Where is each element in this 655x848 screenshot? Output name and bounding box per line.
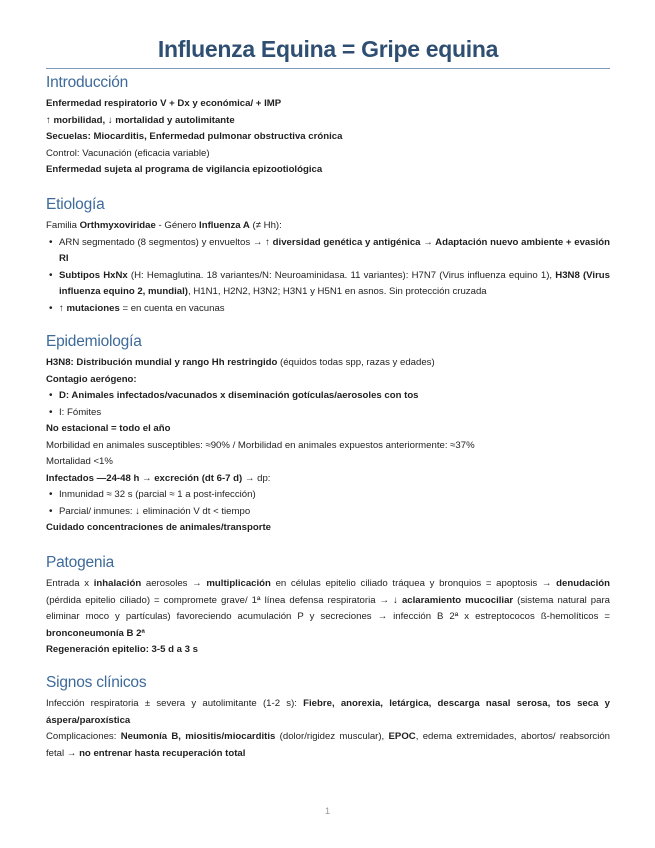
epi-line: No estacional = todo el año (46, 423, 171, 434)
heading-signos-clinicos: Signos clínicos (46, 674, 147, 691)
epi-line: Cuidado concentraciones de animales/transporte (46, 522, 271, 533)
list-item: • Subtipos HxNx (H: Hemaglutina. 18 variantes/N: Neuroaminidasa. 11 variantes): H7N7 (Virus influenza equino 1), H3N8 (Virus influenza equino 2, mundial), H1N1, H2N2, H3N2; H3N1 y H5N1 en asnos. Sin protección cruzada (59, 268, 610, 301)
intro-line: ↑ morbilidad, ↓ mortalidad y autolimitante (46, 114, 235, 126)
section-etiologia (46, 196, 610, 317)
epi-line: Infectados —24-48 h → excreción (dt 6-7 d) → dp: (46, 472, 271, 484)
etio-family: Familia Orthmyxoviridae - Género Influenza A (≠ Hh): (46, 220, 282, 231)
epi-line: H3N8: Distribución mundial y rango Hh restringido (équidos todas spp, razas y edades) (46, 357, 435, 368)
intro-line: Enfermedad respiratorio V + Dx y económica/ + IMP (46, 98, 282, 109)
pato-paragraph: Entrada x inhalación aerosoles → multiplicación en células epitelio ciliado tráquea y bronquios = apoptosis → denudación (pérdida epitelio ciliado) = compromete grave/ 1ª línea defensa respiratoria → ↓ aclaramiento mucociliar (sistema natural para eliminar moco y partículas) favoreciendo acumulación P y secreciones → infección B 2ª x estreptococos ß-hemolíticos = bronconeumonía B 2ª (46, 578, 611, 639)
etio-list (46, 235, 610, 318)
section-patogenia (46, 554, 610, 659)
list-item: • D: Animales infectados/vacunados x diseminación gotículas/aerosoles con tos (59, 388, 610, 405)
section-epidemiologia (46, 333, 610, 537)
epi-list-infectados (46, 487, 610, 520)
list-item: • I: Fómites (59, 405, 610, 422)
epi-line: Mortalidad <1% (46, 456, 113, 467)
epi-line: Morbilidad en animales susceptibles: ≈90% / Morbilidad en animales expuestos anteriormente: ≈37% (46, 439, 475, 451)
intro-line: Control: Vacunación (eficacia variable) (46, 147, 210, 159)
intro-line: Enfermedad sujeta al programa de vigilancia epizootiológica (46, 164, 323, 175)
page-number: 1 (324, 806, 331, 817)
section-signos-clinicos (46, 674, 610, 762)
epi-line: Contagio aerógeno: (46, 373, 137, 385)
section-introduccion (46, 74, 610, 179)
document-page (46, 36, 611, 759)
heading-etiologia: Etiología (46, 196, 105, 213)
heading-introduccion: Introducción (46, 74, 129, 91)
heading-patogenia: Patogenia (46, 554, 115, 571)
list-item: • Parcial/ inmunes: ↓ eliminación V dt < tiempo (59, 504, 610, 521)
list-item: • ARN segmentado (8 segmentos) y envueltos → ↑ diversidad genética y antigénica → Adaptación nuevo ambiente + evasión RI (59, 235, 610, 268)
pato-line: Regeneración epitelio: 3-5 d a 3 s (46, 644, 198, 655)
heading-epidemiologia: Epidemiología (46, 333, 142, 350)
signos-paragraph: Complicaciones: Neumonía B, miositis/miocarditis (dolor/rigidez muscular), EPOC, edema extremidades, abortos/ reabsorción fetal → no entrenar hasta recuperación total (46, 731, 610, 759)
epi-list-contagio (46, 388, 610, 421)
intro-line: Secuelas: Miocarditis, Enfermedad pulmonar obstructiva crónica (46, 131, 343, 142)
signos-paragraph: Infección respiratoria ± severa y autolimitante (1-2 s): Fiebre, anorexia, letárgica, descarga nasal serosa, tos seca y áspera/paroxística (46, 698, 610, 726)
page-title: Influenza Equina = Gripe equina (46, 36, 610, 69)
list-item: • Inmunidad ≈ 32 s (parcial ≈ 1 a post-infección) (59, 487, 610, 504)
list-item: • ↑ mutaciones = en cuenta en vacunas (59, 301, 610, 318)
